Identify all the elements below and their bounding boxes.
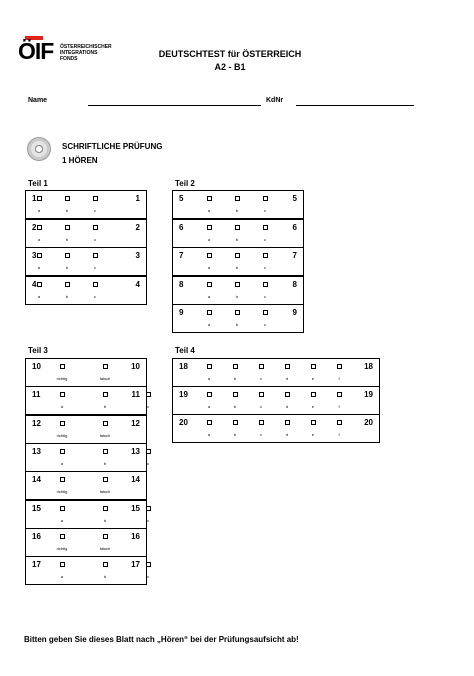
- answer-row: [172, 247, 304, 276]
- option-label: b: [235, 322, 239, 327]
- option-label: a: [207, 294, 211, 299]
- option-label: b: [235, 265, 239, 270]
- answer-checkbox[interactable]: [60, 477, 65, 482]
- option-label: b: [103, 574, 107, 579]
- answer-row: [25, 556, 147, 585]
- answer-row: [25, 190, 147, 219]
- answer-checkbox[interactable]: [103, 421, 108, 426]
- option-label: b: [235, 237, 239, 242]
- option-label: b: [233, 432, 237, 437]
- option-label: b: [103, 404, 107, 409]
- footer-instruction: Bitten geben Sie dieses Blatt nach „Hören“ bei der Prüfungsaufsicht ab!: [24, 635, 299, 644]
- logo-subtitle-line: ÖSTERREICHISCHER: [60, 44, 112, 50]
- option-label: c: [147, 461, 149, 466]
- answer-row: [25, 358, 147, 387]
- answer-row: [172, 414, 380, 443]
- question-number: 19: [179, 390, 188, 399]
- answer-checkbox[interactable]: [207, 225, 212, 230]
- question-number: 3: [32, 251, 37, 260]
- kdnr-label: KdNr: [266, 97, 284, 104]
- kdnr-field[interactable]: [296, 105, 414, 106]
- answer-checkbox[interactable]: [233, 392, 238, 397]
- answer-row: [172, 190, 304, 219]
- question-number-right: 16: [131, 532, 140, 541]
- answer-checkbox[interactable]: [60, 449, 65, 454]
- answer-row: [172, 304, 304, 333]
- answer-checkbox[interactable]: [311, 364, 316, 369]
- answer-checkbox[interactable]: [259, 392, 264, 397]
- option-label: c: [94, 294, 96, 299]
- option-label: c: [264, 237, 266, 242]
- name-label: Name: [28, 97, 48, 104]
- answer-checkbox[interactable]: [207, 282, 212, 287]
- question-number: 16: [32, 532, 41, 541]
- answer-row: [25, 276, 147, 305]
- question-number: 11: [32, 390, 41, 399]
- answer-checkbox[interactable]: [235, 310, 240, 315]
- option-label: c: [147, 574, 149, 579]
- answer-checkbox[interactable]: [146, 506, 151, 511]
- answer-checkbox[interactable]: [60, 364, 65, 369]
- section-subtitle: 1 HÖREN: [62, 156, 98, 165]
- option-label: c: [94, 265, 96, 270]
- section-title: SCHRIFTLICHE PRÜFUNG: [62, 142, 163, 151]
- cd-icon: [27, 137, 51, 161]
- option-label: b: [103, 461, 107, 466]
- option-label: richtig: [56, 433, 68, 438]
- question-number: 14: [32, 475, 41, 484]
- question-number-right: 19: [364, 390, 373, 399]
- answer-checkbox[interactable]: [207, 253, 212, 258]
- option-label: a: [207, 376, 211, 381]
- question-number-right: 15: [131, 504, 140, 513]
- question-number: 12: [32, 419, 41, 428]
- answer-checkbox[interactable]: [311, 392, 316, 397]
- option-label: a: [60, 461, 64, 466]
- option-label: c: [147, 518, 149, 523]
- question-number: 10: [32, 362, 41, 371]
- teil-1-label: Teil 1: [28, 179, 48, 188]
- answer-checkbox[interactable]: [259, 420, 264, 425]
- teil-4-label: Teil 4: [175, 346, 195, 355]
- option-label: a: [37, 294, 41, 299]
- option-label: e: [311, 404, 315, 409]
- name-field[interactable]: [88, 105, 261, 106]
- option-label: b: [65, 237, 69, 242]
- option-label: b: [233, 376, 237, 381]
- answer-checkbox[interactable]: [60, 506, 65, 511]
- question-number-right: 14: [131, 475, 140, 484]
- question-number: 13: [32, 447, 41, 456]
- question-number-right: 18: [364, 362, 373, 371]
- option-label: a: [207, 237, 211, 242]
- answer-checkbox[interactable]: [103, 562, 108, 567]
- option-label: a: [207, 404, 211, 409]
- option-label: a: [207, 322, 211, 327]
- option-label: falsch: [99, 433, 111, 438]
- answer-checkbox[interactable]: [93, 253, 98, 258]
- question-number: 17: [32, 560, 41, 569]
- question-number-right: 8: [292, 280, 297, 289]
- answer-row: [25, 386, 147, 415]
- answer-checkbox[interactable]: [37, 253, 42, 258]
- answer-checkbox[interactable]: [263, 225, 268, 230]
- answer-checkbox[interactable]: [263, 253, 268, 258]
- answer-checkbox[interactable]: [37, 282, 42, 287]
- option-label: c: [94, 208, 96, 213]
- option-label: c: [147, 404, 149, 409]
- answer-checkbox[interactable]: [233, 420, 238, 425]
- answer-row: [25, 443, 147, 472]
- question-number-right: 5: [292, 194, 297, 203]
- question-number: 1: [32, 194, 37, 203]
- answer-row: [172, 276, 304, 305]
- option-label: d: [285, 376, 289, 381]
- answer-checkbox[interactable]: [207, 310, 212, 315]
- answer-checkbox[interactable]: [235, 253, 240, 258]
- option-label: b: [235, 294, 239, 299]
- option-label: c: [94, 237, 96, 242]
- question-number-right: 7: [292, 251, 297, 260]
- question-number-right: 10: [131, 362, 140, 371]
- answer-checkbox[interactable]: [207, 420, 212, 425]
- option-label: e: [311, 376, 315, 381]
- answer-row: [172, 386, 380, 415]
- answer-checkbox[interactable]: [37, 196, 42, 201]
- question-number-right: 2: [135, 223, 140, 232]
- question-number: 18: [179, 362, 188, 371]
- question-number: 6: [179, 223, 184, 232]
- answer-checkbox[interactable]: [93, 225, 98, 230]
- option-label: f: [338, 376, 340, 381]
- question-number-right: 11: [131, 390, 140, 399]
- option-label: c: [264, 265, 266, 270]
- answer-checkbox[interactable]: [311, 420, 316, 425]
- answer-checkbox[interactable]: [93, 196, 98, 201]
- answer-row: [172, 358, 380, 387]
- option-label: b: [233, 404, 237, 409]
- option-label: a: [37, 265, 41, 270]
- question-number: 8: [179, 280, 184, 289]
- question-number-right: 3: [135, 251, 140, 260]
- question-number-right: 6: [292, 223, 297, 232]
- answer-row: [25, 415, 147, 444]
- answer-checkbox[interactable]: [103, 506, 108, 511]
- answer-checkbox[interactable]: [337, 420, 342, 425]
- answer-row: [172, 219, 304, 248]
- option-label: d: [285, 432, 289, 437]
- option-label: a: [37, 208, 41, 213]
- answer-checkbox[interactable]: [235, 196, 240, 201]
- option-label: e: [311, 432, 315, 437]
- answer-checkbox[interactable]: [65, 196, 70, 201]
- logo: ÖIF: [18, 38, 54, 64]
- question-number: 20: [179, 418, 188, 427]
- teil-2-label: Teil 2: [175, 179, 195, 188]
- question-number-right: 4: [135, 280, 140, 289]
- answer-checkbox[interactable]: [263, 282, 268, 287]
- answer-checkbox[interactable]: [263, 310, 268, 315]
- option-label: c: [260, 432, 262, 437]
- answer-row: [25, 219, 147, 248]
- answer-checkbox[interactable]: [65, 253, 70, 258]
- answer-checkbox[interactable]: [285, 392, 290, 397]
- answer-checkbox[interactable]: [60, 421, 65, 426]
- option-label: c: [260, 404, 262, 409]
- question-number: 2: [32, 223, 37, 232]
- logo-subtitle: [60, 44, 112, 62]
- answer-checkbox[interactable]: [65, 282, 70, 287]
- option-label: f: [338, 432, 340, 437]
- question-number-right: 17: [131, 560, 140, 569]
- answer-checkbox[interactable]: [207, 364, 212, 369]
- answer-checkbox[interactable]: [235, 225, 240, 230]
- option-label: b: [235, 208, 239, 213]
- question-number-right: 13: [131, 447, 140, 456]
- answer-checkbox[interactable]: [207, 392, 212, 397]
- option-label: b: [103, 518, 107, 523]
- answer-row: [25, 247, 147, 276]
- answer-checkbox[interactable]: [263, 196, 268, 201]
- option-label: richtig: [56, 489, 68, 494]
- option-label: d: [285, 404, 289, 409]
- question-number: 7: [179, 251, 184, 260]
- answer-checkbox[interactable]: [103, 392, 108, 397]
- answer-checkbox[interactable]: [233, 364, 238, 369]
- answer-checkbox[interactable]: [37, 225, 42, 230]
- option-label: a: [60, 574, 64, 579]
- logo-subtitle-line: FONDS: [60, 56, 78, 62]
- answer-row: [25, 471, 147, 500]
- answer-checkbox[interactable]: [103, 477, 108, 482]
- option-label: f: [338, 404, 340, 409]
- answer-checkbox[interactable]: [65, 225, 70, 230]
- option-label: b: [65, 208, 69, 213]
- option-label: a: [60, 518, 64, 523]
- option-label: c: [264, 208, 266, 213]
- teil-3-label: Teil 3: [28, 346, 48, 355]
- option-label: c: [260, 376, 262, 381]
- question-number: 9: [179, 308, 184, 317]
- option-label: a: [207, 265, 211, 270]
- logo-subtitle-line: INTEGRATIONS: [60, 50, 98, 56]
- answer-checkbox[interactable]: [146, 392, 151, 397]
- option-label: c: [264, 322, 266, 327]
- option-label: falsch: [99, 376, 111, 381]
- option-label: falsch: [99, 546, 111, 551]
- answer-checkbox[interactable]: [337, 392, 342, 397]
- option-label: falsch: [99, 489, 111, 494]
- answer-checkbox[interactable]: [235, 282, 240, 287]
- answer-row: [25, 528, 147, 557]
- answer-checkbox[interactable]: [93, 282, 98, 287]
- document-title: DEUTSCHTEST für ÖSTERREICH: [158, 49, 302, 59]
- answer-checkbox[interactable]: [259, 364, 264, 369]
- answer-checkbox[interactable]: [207, 196, 212, 201]
- question-number: 4: [32, 280, 37, 289]
- answer-checkbox[interactable]: [60, 392, 65, 397]
- option-label: a: [60, 404, 64, 409]
- question-number-right: 9: [292, 308, 297, 317]
- question-number-right: 20: [364, 418, 373, 427]
- answer-checkbox[interactable]: [146, 449, 151, 454]
- option-label: b: [65, 265, 69, 270]
- answer-checkbox[interactable]: [103, 534, 108, 539]
- document-level: A2 - B1: [214, 62, 246, 72]
- answer-checkbox[interactable]: [103, 449, 108, 454]
- question-number-right: 12: [131, 419, 140, 428]
- answer-checkbox[interactable]: [285, 420, 290, 425]
- question-number: 5: [179, 194, 184, 203]
- question-number-right: 1: [135, 194, 140, 203]
- question-number: 15: [32, 504, 41, 513]
- answer-checkbox[interactable]: [337, 364, 342, 369]
- answer-checkbox[interactable]: [60, 534, 65, 539]
- option-label: a: [207, 208, 211, 213]
- answer-checkbox[interactable]: [285, 364, 290, 369]
- answer-checkbox[interactable]: [60, 562, 65, 567]
- answer-checkbox[interactable]: [103, 364, 108, 369]
- option-label: b: [65, 294, 69, 299]
- option-label: a: [37, 237, 41, 242]
- option-label: c: [264, 294, 266, 299]
- option-label: richtig: [56, 546, 68, 551]
- option-label: richtig: [56, 376, 68, 381]
- answer-row: [25, 500, 147, 529]
- answer-checkbox[interactable]: [146, 562, 151, 567]
- option-label: a: [207, 432, 211, 437]
